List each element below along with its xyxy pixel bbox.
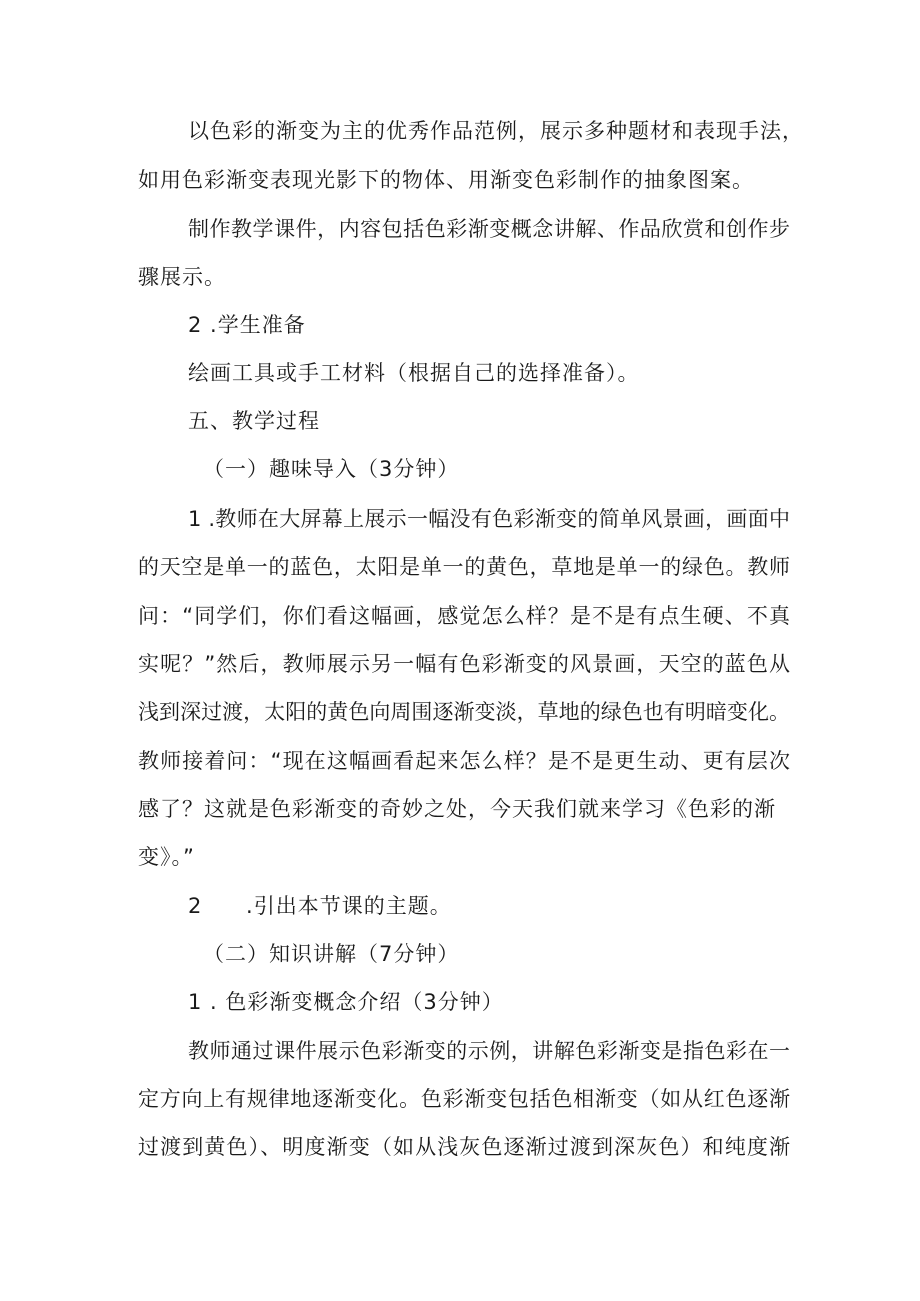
text-line: 问：“同学们，你们看这幅画，感觉怎么样？是不是有点生硬、不真 bbox=[138, 604, 790, 628]
section-heading: 五、教学过程 bbox=[188, 409, 320, 433]
text-line: 的天空是单一的蓝色，太阳是单一的黄色，草地是单一的绿色。教师 bbox=[138, 555, 790, 579]
text-line: 绘画工具或手工材料（根据自己的选择准备）。 bbox=[188, 361, 640, 385]
subsection-heading: （二）知识讲解（7分钟） bbox=[203, 942, 460, 966]
text-line: 2 .引出本节课的主题。 bbox=[188, 894, 452, 918]
text-line: 教师通过课件展示色彩渐变的示例，讲解色彩渐变是指色彩在一 bbox=[188, 1039, 790, 1063]
section-heading: 2 .学生准备 bbox=[188, 313, 306, 337]
text-line: 1 .教师在大屏幕上展示一幅没有色彩渐变的简单风景画，画面中 bbox=[188, 507, 790, 531]
text-line: 浅到深过渡，太阳的黄色向周围逐渐变淡，草地的绿色也有明暗变化。 bbox=[138, 700, 790, 724]
text-line: 变》。” bbox=[138, 845, 195, 869]
text-line: 骤展示。 bbox=[138, 265, 226, 289]
text-line: 制作教学课件，内容包括色彩渐变概念讲解、作品欣赏和创作步 bbox=[188, 217, 790, 241]
text-line: 过渡到黄色）、明度渐变（如从浅灰色逐渐过渡到深灰色）和纯度渐 bbox=[138, 1135, 790, 1159]
text-line: 如用色彩渐变表现光影下的物体、用渐变色彩制作的抽象图案。 bbox=[138, 168, 754, 192]
text-line: 以色彩的渐变为主的优秀作品范例，展示多种题材和表现手法， bbox=[188, 119, 804, 143]
text-line: 教师接着问：“现在这幅画看起来怎么样？是不是更生动、更有层次 bbox=[138, 749, 790, 773]
subsection-heading: （一）趣味导入（3分钟） bbox=[203, 457, 460, 481]
text-line: 感了？这就是色彩渐变的奇妙之处，今天我们就来学习《色彩的渐 bbox=[138, 797, 776, 821]
text-line: 实呢？”然后，教师展示另一幅有色彩渐变的风景画，天空的蓝色从 bbox=[138, 652, 790, 676]
subsection-heading: 1 . 色彩渐变概念介绍（3分钟） bbox=[188, 990, 504, 1014]
text-line: 定方向上有规律地逐渐变化。色彩渐变包括色相渐变（如从红色逐渐 bbox=[138, 1087, 790, 1111]
